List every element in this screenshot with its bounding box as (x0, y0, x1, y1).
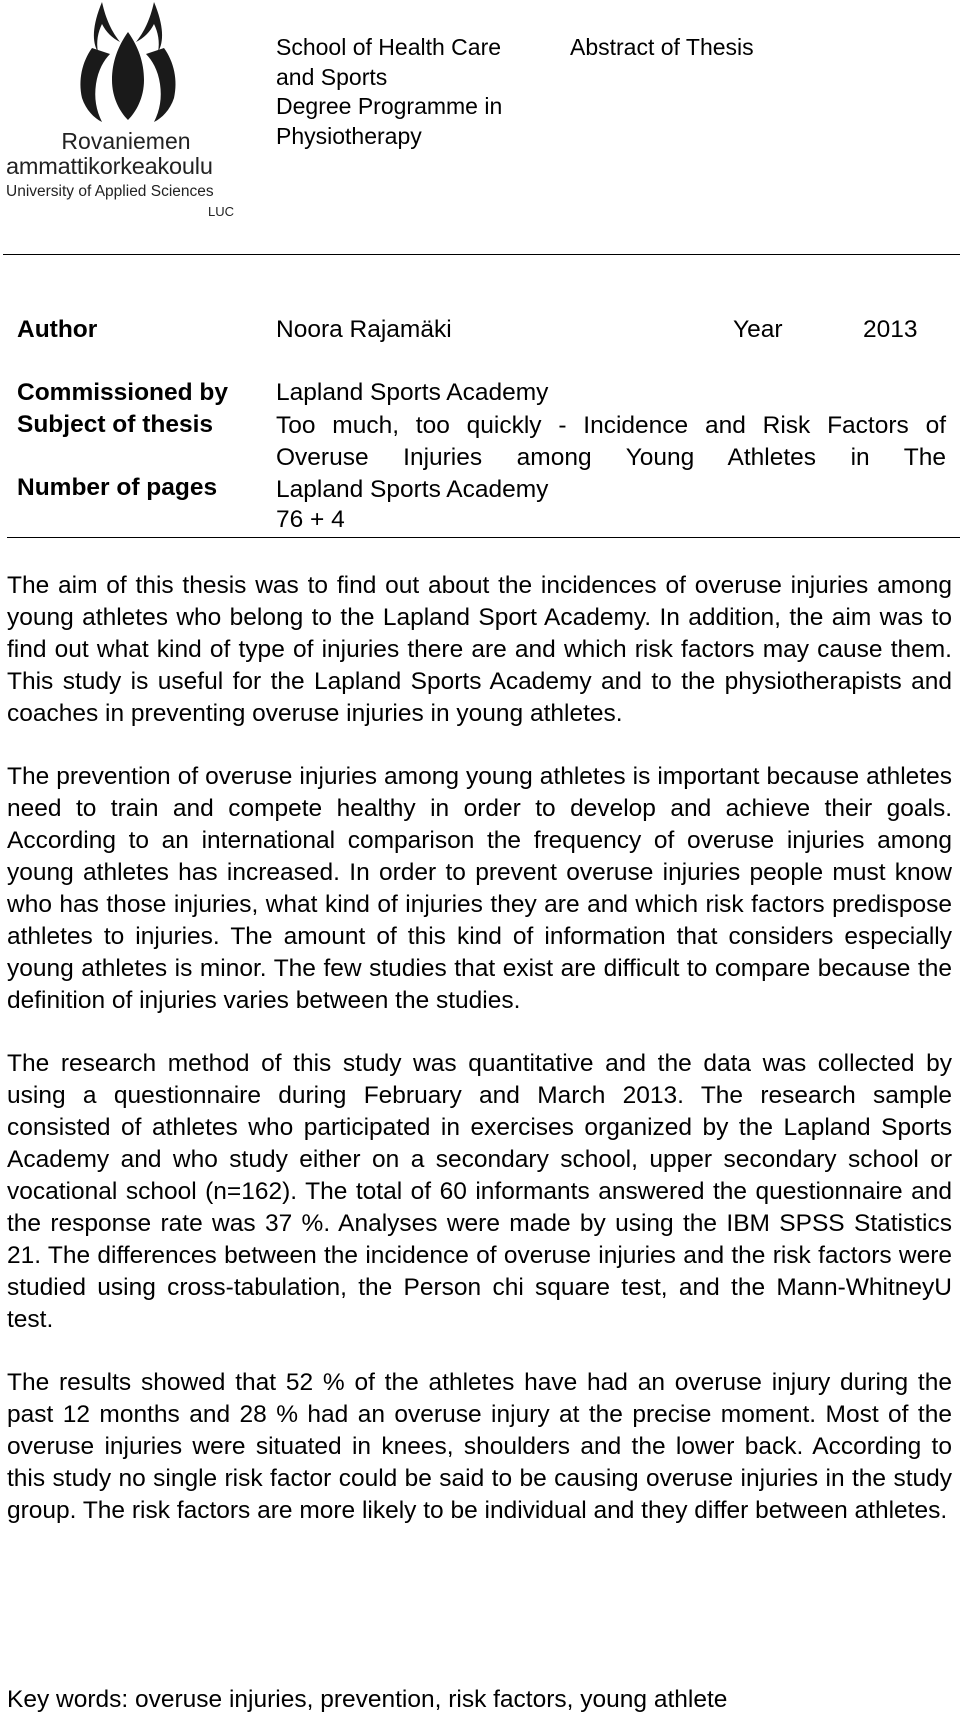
subject-line: Lapland Sports Academy (276, 476, 549, 503)
school-line: Degree Programme in (276, 93, 503, 119)
school-line: and Sports (276, 63, 388, 90)
year-label: Year (733, 316, 783, 343)
keywords: Key words: overuse injuries, prevention, risk factors, young athlete (7, 1686, 728, 1713)
metadata-divider (7, 537, 960, 538)
pages-label: Number of pages (17, 474, 218, 501)
university-logo (6, 2, 246, 226)
author-value: Noora Rajamäki (276, 316, 452, 343)
subject-line: Too much, too quickly - Incidence and Risk Factors of (276, 412, 946, 439)
document-type: Abstract of Thesis (570, 34, 754, 60)
abstract-paragraph: The research method of this study was quantitative and the data was collected by using a questionnaire during February and March 2013. The research sample consisted of athletes who participated in exercises organized by the Lapland Sports Academy and who study either on a secondary school, upper secondary school or vocational school (n=162). The total of 60 informants answered the questionnaire and the response rate was 37 %. Analyses were made by using the IBM SPSS Statistics 21. The differences between the incidence of overuse injuries and the risk factors were studied using cross-tabulation, the Person chi square test, and the Mann-WhitneyU test. (7, 1050, 952, 1333)
header-divider (3, 254, 960, 255)
logo-emblem-icon (68, 2, 188, 124)
commissioned-label: Commissioned by (17, 379, 229, 406)
school-line: School of Health Care (276, 34, 502, 60)
abstract-paragraph: The prevention of overuse injuries among young athletes is important because athletes need to train and compete healthy in order to develop and achieve their goals. According to an international comparison the frequency of overuse injuries among young athletes has increased. In order to prevent overuse injuries people must know who has those injuries, what kind of injuries they are and which risk factors predispose athletes to injuries. The amount of this kind of information that considers especially young athletes is minor. The few studies that exist are difficult to compare because the definition of injuries varies between the studies. (7, 763, 952, 1014)
author-label: Author (17, 316, 98, 343)
subject-label: Subject of thesis (17, 411, 214, 438)
document-header (0, 0, 960, 256)
subject-value (276, 410, 946, 506)
logo-acronym: LUC (208, 204, 235, 219)
logo-subtitle: University of Applied Sciences (6, 183, 214, 200)
abstract-paragraph: The results showed that 52 % of the athletes have had an overuse injury during the past 12 months and 28 % had an overuse injury at the precise moment. Most of the overuse injuries were situated in knees, shoulders and the lower back. According to this study no single risk factor could be said to be causing overuse injuries in the study group. The risk factors are more likely to be individual and they differ between athletes. (7, 1369, 952, 1524)
pages-value: 76 + 4 (276, 506, 345, 533)
subject-line: Overuse Injuries among Young Athletes in The (276, 444, 946, 471)
abstract-body (7, 570, 952, 1558)
logo-name-line: Rovaniemen (61, 128, 191, 154)
abstract-paragraph: The aim of this thesis was to find out about the incidences of overuse injuries among young athletes who belong to the Lapland Sport Academy. In addition, the aim was to find out what kind of type of injuries there are and which risk factors may cause them. This study is useful for the Lapland Sports Academy and to the physiotherapists and coaches in preventing overuse injuries in young athletes. (7, 572, 952, 727)
year-value: 2013 (863, 316, 918, 343)
school-department (276, 33, 536, 151)
commissioned-value: Lapland Sports Academy (276, 379, 549, 406)
logo-name-line: ammattikorkeakoulu (6, 153, 213, 179)
school-line: Physiotherapy (276, 122, 422, 149)
